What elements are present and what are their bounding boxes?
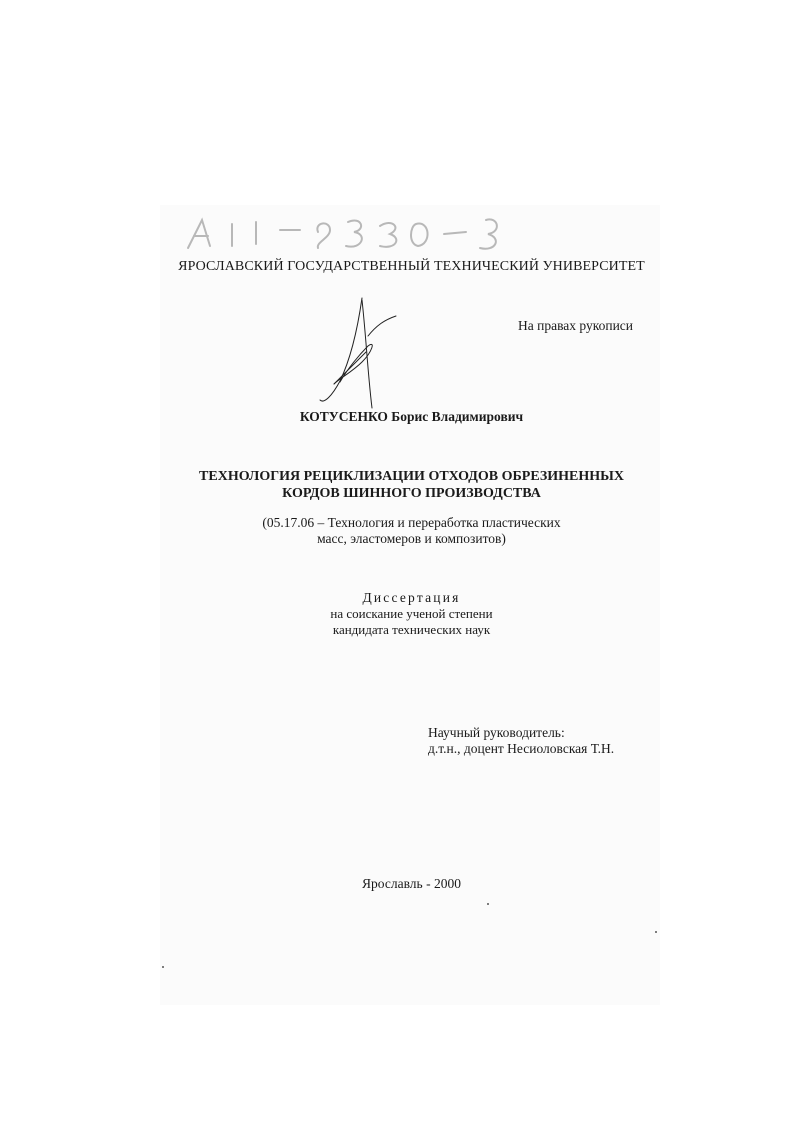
author-signature	[310, 296, 400, 411]
title-line-2: КОРДОВ ШИННОГО ПРОИЗВОДСТВА	[282, 486, 541, 501]
specialty-code	[0, 515, 795, 546]
university-name: ЯРОСЛАВСКИЙ ГОСУДАРСТВЕННЫЙ ТЕХНИЧЕСКИЙ УНИВЕРСИТЕТ	[178, 259, 645, 274]
dissertation-title	[0, 468, 795, 502]
handwritten-archive-number	[180, 210, 510, 260]
scan-speck	[162, 966, 164, 968]
supervisor-label: Научный руководитель:	[428, 725, 565, 740]
supervisor-name: д.т.н., доцент Несиоловская Т.Н.	[428, 740, 615, 756]
degree-purpose-line-2: кандидата технических наук	[332, 621, 491, 637]
scan-speck	[487, 903, 489, 905]
specialty-line-1: (05.17.06 – Технология и переработка пластических	[262, 515, 561, 530]
degree-purpose	[0, 606, 795, 637]
degree-purpose-line-1: на соискание ученой степени	[330, 606, 493, 621]
city-year: Ярославль - 2000	[362, 876, 461, 891]
scan-speck	[655, 931, 657, 933]
title-line-1: ТЕХНОЛОГИЯ РЕЦИКЛИЗАЦИИ ОТХОДОВ ОБРЕЗИНЕННЫХ	[199, 469, 624, 484]
manuscript-rights-note: На правах рукописи	[518, 318, 634, 333]
dissertation-type: Диссертация	[362, 590, 461, 605]
supervisor-block	[428, 725, 614, 756]
author-name: КОТУСЕНКО Борис Владимирович	[299, 409, 524, 424]
specialty-line-2: масс, эластомеров и композитов)	[317, 530, 506, 546]
